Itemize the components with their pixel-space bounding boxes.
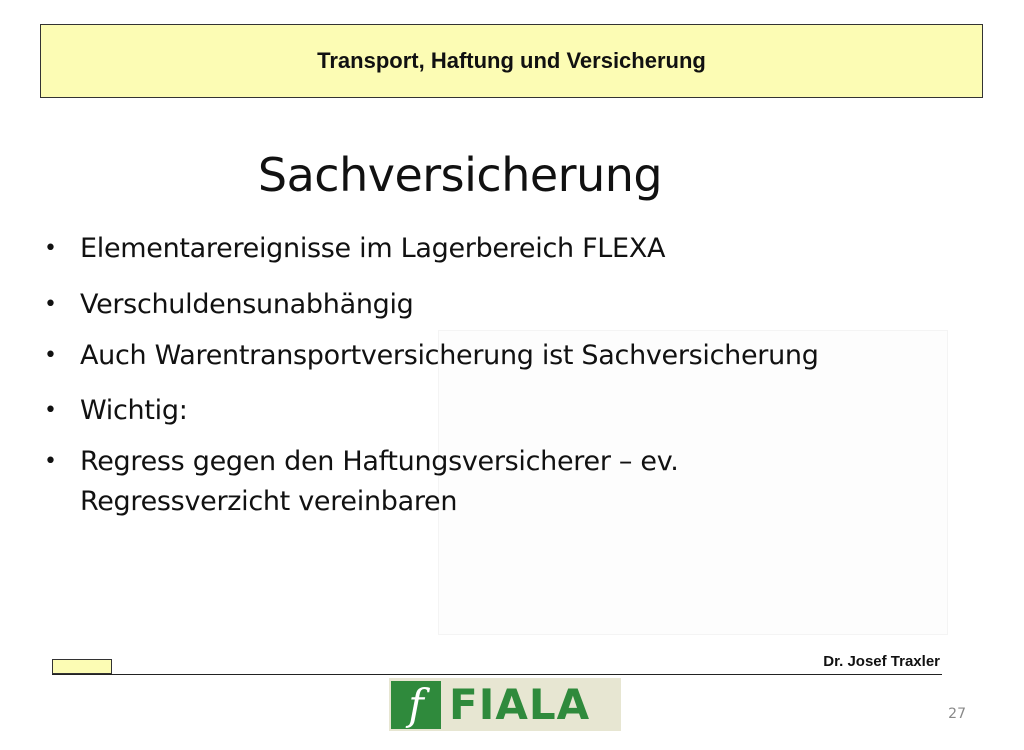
footer-divider	[52, 674, 942, 675]
bullet-dot-icon: •	[44, 398, 57, 423]
bullet-item	[44, 226, 844, 272]
bullet-dot-icon: •	[44, 449, 57, 474]
footer-author: Dr. Josef Traxler	[823, 653, 940, 670]
bullet-item	[44, 282, 844, 328]
bullet-item	[44, 442, 844, 522]
bullet-text: Regress gegen den Haftungsversicherer – ev. Regressverzicht vereinbaren	[80, 446, 679, 517]
bullet-item	[44, 388, 844, 434]
bullet-text: Wichtig:	[80, 395, 188, 426]
fiala-logo	[389, 678, 621, 731]
header-banner	[40, 24, 983, 98]
page-number: 27	[948, 706, 966, 722]
bullet-text: Auch Warentransportversicherung ist Sachversicherung	[80, 340, 819, 371]
logo-text: FIALA	[449, 680, 591, 729]
bullet-dot-icon: •	[44, 292, 57, 317]
bullet-dot-icon: •	[44, 343, 57, 368]
header-title: Transport, Haftung und Versicherung	[317, 48, 706, 73]
bullet-dot-icon: •	[44, 236, 57, 261]
bullet-text: Elementarereignisse im Lagerbereich FLEXA	[80, 233, 666, 264]
bullet-item	[44, 336, 844, 376]
logo-f-icon: f	[391, 681, 441, 729]
slide-title: Sachversicherung	[257, 148, 663, 202]
bullet-text: Verschuldensunabhängig	[80, 289, 414, 320]
footer-color-swatch	[52, 659, 112, 674]
bullet-list	[44, 226, 844, 534]
